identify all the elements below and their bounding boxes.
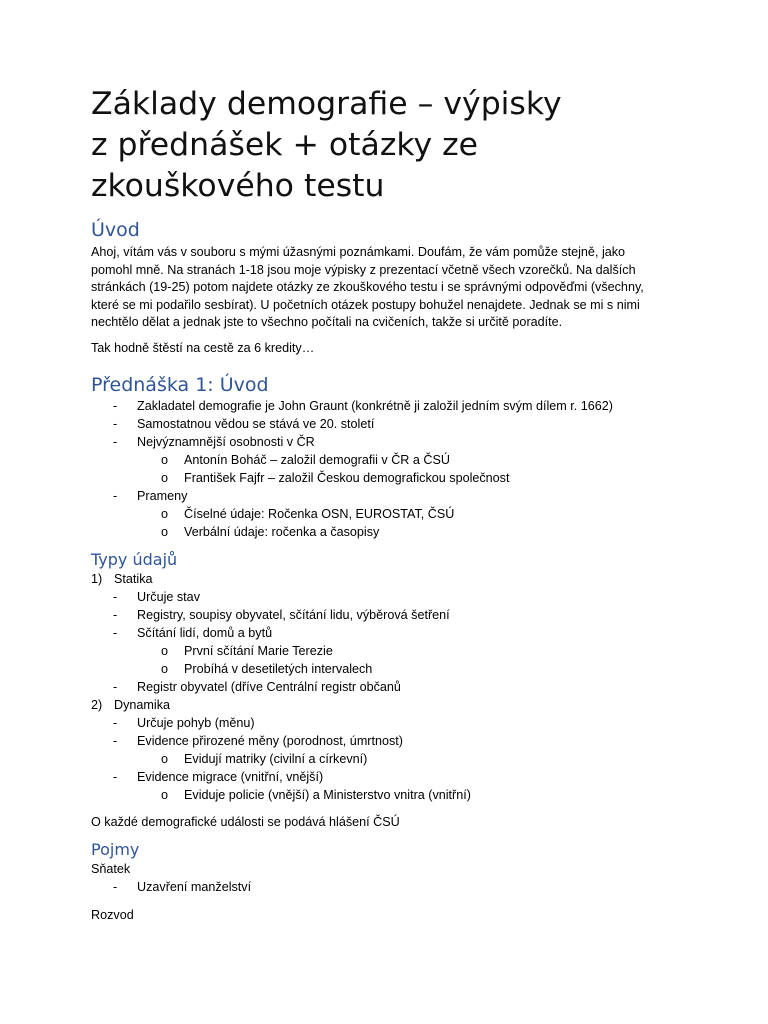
list-item bbox=[91, 469, 691, 487]
terms-heading: Pojmy bbox=[91, 840, 140, 859]
list-item-text: Číselné údaje: Ročenka OSN, EUROSTAT, ČSÚ bbox=[184, 507, 455, 521]
types-note: O každé demografické události se podává hlášení ČSÚ bbox=[91, 815, 400, 829]
list-item bbox=[91, 732, 691, 750]
terms-section bbox=[91, 840, 691, 924]
list-item bbox=[91, 433, 691, 451]
types-section bbox=[91, 550, 691, 832]
list-marker: 2) bbox=[91, 698, 103, 712]
title-line-2: z přednášek + otázky ze bbox=[91, 127, 479, 163]
list-item-text: Uzavření manželství bbox=[137, 880, 252, 894]
list-item bbox=[91, 570, 691, 588]
list-item-text: Evidence migrace (vnitřní, vnější) bbox=[137, 770, 324, 784]
list-marker: - bbox=[113, 399, 118, 413]
list-marker: o bbox=[161, 788, 169, 802]
title-line-3: zkouškového testu bbox=[91, 168, 385, 204]
list-marker: o bbox=[161, 662, 169, 676]
list-item bbox=[91, 878, 691, 896]
list-marker: o bbox=[161, 453, 169, 467]
list-item bbox=[91, 451, 691, 469]
list-item-text: Nejvýznamnější osobnosti v ČR bbox=[137, 435, 315, 449]
term-satek: Sňatek bbox=[91, 862, 131, 876]
list-item bbox=[91, 487, 691, 505]
list-item bbox=[91, 505, 691, 523]
list-item-text: Sčítání lidí, domů a bytů bbox=[137, 626, 273, 640]
lecture1-section bbox=[91, 373, 691, 541]
list-item bbox=[91, 624, 691, 642]
list-item-text: Určuje stav bbox=[137, 590, 200, 604]
list-marker: o bbox=[161, 471, 169, 485]
term-rozvod: Rozvod bbox=[91, 908, 134, 922]
list-item bbox=[91, 642, 691, 660]
list-item-text: Evidence přirozené měny (porodnost, úmrtnost) bbox=[137, 734, 403, 748]
list-item-text: Probíhá v desetiletých intervalech bbox=[184, 662, 373, 676]
list-item-text: Eviduje policie (vnější) a Ministerstvo vnitra (vnitřní) bbox=[184, 788, 471, 802]
list-marker: - bbox=[113, 716, 118, 730]
list-item-text: První sčítání Marie Terezie bbox=[184, 644, 333, 658]
list-marker: - bbox=[113, 626, 118, 640]
list-marker: o bbox=[161, 752, 169, 766]
intro-heading: Úvod bbox=[91, 219, 140, 241]
list-item bbox=[91, 606, 691, 624]
list-marker: - bbox=[113, 489, 118, 503]
list-marker: - bbox=[113, 590, 118, 604]
list-item-text: Evidují matriky (civilní a církevní) bbox=[184, 752, 368, 766]
list-item-text: Samostatnou vědou se stává ve 20. století bbox=[137, 417, 375, 431]
list-item bbox=[91, 786, 691, 804]
list-item-text: František Fajfr – založil Českou demografickou společnost bbox=[184, 471, 510, 485]
list-item bbox=[91, 696, 691, 714]
list-item-text: Registry, soupisy obyvatel, sčítání lidu, výběrová šetření bbox=[137, 608, 450, 622]
list-marker: o bbox=[161, 507, 169, 521]
list-item bbox=[91, 714, 691, 732]
list-marker: - bbox=[113, 734, 118, 748]
list-marker: o bbox=[161, 525, 169, 539]
list-marker: 1) bbox=[91, 572, 103, 586]
intro-wish: Tak hodně štěstí na cestě za 6 kredity… bbox=[91, 340, 315, 355]
intro-paragraph: Ahoj, vítám vás v souboru s mými úžasnými poznámkami. Doufám, že vám pomůže stejně, jako pomohl mně. Na stranách 1-18 jsou moje výpisky z prezentací včetně všech vzorečků. Na dalších stránkách (19-25) potom najdete otázky ze zkouškového testu i se správnými odpověďmi (všechny, které se mi podařilo sesbírat). U početních otázek postupy bohužel nenajdete. Jednak se mi s nimi nechtělo dělat a jednak jste to všechno počítali na cvičeních, takže si určitě poradíte. bbox=[91, 245, 644, 330]
terms-list bbox=[91, 878, 691, 896]
intro-section bbox=[91, 218, 691, 358]
list-item bbox=[91, 523, 691, 541]
title-line-1: Základy demografie – výpisky bbox=[91, 86, 562, 122]
list-item bbox=[91, 588, 691, 606]
list-item-text: Antonín Boháč – založil demografii v ČR a ČSÚ bbox=[184, 453, 450, 467]
list-item bbox=[91, 660, 691, 678]
list-marker: - bbox=[113, 417, 118, 431]
list-marker: - bbox=[113, 435, 118, 449]
list-item bbox=[91, 750, 691, 768]
list-item bbox=[91, 678, 691, 696]
list-marker: - bbox=[113, 880, 118, 894]
list-marker: - bbox=[113, 608, 118, 622]
document-title bbox=[91, 84, 701, 207]
list-item bbox=[91, 397, 691, 415]
list-item bbox=[91, 415, 691, 433]
lecture1-heading: Přednáška 1: Úvod bbox=[91, 374, 269, 396]
list-item-text: Dynamika bbox=[114, 698, 170, 712]
lecture1-list bbox=[91, 397, 691, 541]
list-item-text: Zakladatel demografie je John Graunt (konkrétně ji založil jedním svým dílem r. 1662) bbox=[137, 399, 613, 413]
types-heading: Typy údajů bbox=[91, 550, 178, 569]
list-item-text: Registr obyvatel (dříve Centrální registr občanů bbox=[137, 680, 401, 694]
types-list bbox=[91, 570, 691, 804]
list-item-text: Prameny bbox=[137, 489, 188, 503]
list-item bbox=[91, 768, 691, 786]
list-item-text: Verbální údaje: ročenka a časopisy bbox=[184, 525, 380, 539]
list-marker: - bbox=[113, 770, 118, 784]
list-item-text: Statika bbox=[114, 572, 153, 586]
list-item-text: Určuje pohyb (měnu) bbox=[137, 716, 255, 730]
list-marker: - bbox=[113, 680, 118, 694]
list-marker: o bbox=[161, 644, 169, 658]
